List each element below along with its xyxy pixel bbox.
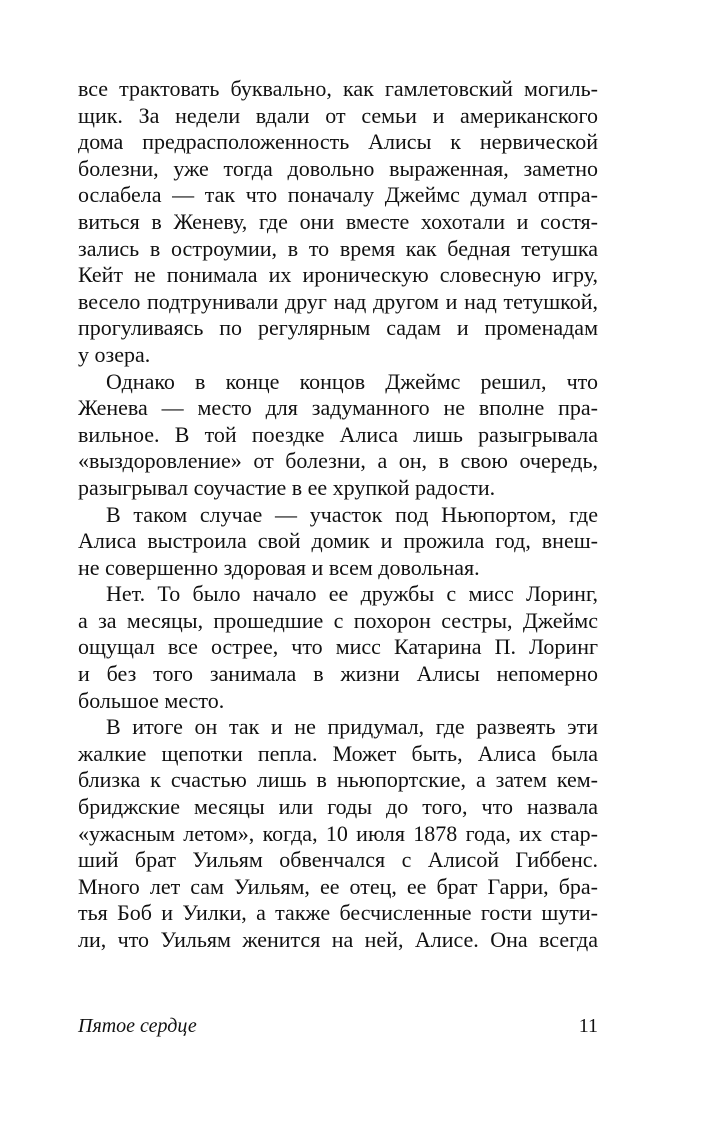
text-line: Алиса выстроила свой домик и прожила год, внеш-: [78, 528, 598, 554]
text-line: «выздоровление» от болезни, а он, в свою очередь,: [78, 448, 598, 474]
text-line: виться в Женеву, где они вместе хохотали и состя-: [78, 208, 598, 234]
text-line: а за месяцы, прошедшие с похорон сестры, Джеймс: [78, 607, 598, 633]
running-footer-title: Пятое сердце: [78, 1015, 197, 1037]
page-number: 11: [578, 1015, 598, 1037]
text-line: у озера.: [78, 341, 151, 367]
text-line: не совершенно здоровая и всем довольная.: [78, 554, 480, 580]
text-line: разыгрывал соучастие в ее хрупкой радости.: [78, 474, 496, 500]
text-line: Нет. То было начало ее дружбы с мисс Лоринг,: [106, 581, 598, 607]
text-line: Однако в конце концов Джеймс решил, что: [106, 368, 598, 394]
text-line: зались в остроумии, в то время как бедная тетушка: [78, 235, 598, 261]
text-line: Кейт не понимала их ироническую словесную игру,: [78, 262, 598, 288]
text-line: Женева — место для задуманного не вполне пра-: [78, 395, 598, 421]
text-line: «ужасным летом», когда, 10 июля 1878 года, их стар-: [78, 820, 598, 846]
text-line: ощущал все острее, что мисс Катарина П. Лоринг: [78, 634, 598, 660]
text-line: ослабела — так что поначалу Джеймс думал отпра-: [78, 182, 598, 208]
text-line: и без того занимала в жизни Алисы непомерно: [78, 661, 598, 687]
text-line: дома предрасположенность Алисы к нервической: [78, 129, 598, 155]
text-line: В таком случае — участок под Ньюпортом, где: [106, 501, 598, 527]
text-line: щик. За недели вдали от семьи и американского: [78, 102, 598, 128]
text-line: ли, что Уильям женится на ней, Алисе. Она всегда: [78, 927, 598, 952]
text-line: большое место.: [78, 687, 225, 713]
text-line: жалкие щепотки пепла. Может быть, Алиса была: [78, 740, 598, 766]
text-line: бриджские месяцы или годы до того, что назвала: [78, 794, 598, 820]
text-line: болезни, уже тогда довольно выраженная, заметно: [78, 155, 598, 181]
text-line: В итоге он так и не придумал, где развеять эти: [106, 714, 598, 740]
text-line: прогуливаясь по регулярным садам и променадам: [78, 315, 598, 341]
text-line: все трактовать буквально, как гамлетовский могиль-: [78, 76, 598, 101]
text-line: весело подтрунивали друг над другом и над тетушкой,: [78, 288, 598, 314]
text-line: вильное. В той поездке Алиса лишь разыгрывала: [78, 421, 598, 447]
text-line: близка к счастью лишь в ньюпортские, а затем кем-: [78, 767, 598, 793]
text-line: тья Боб и Уилки, а также бесчисленные гости шути-: [78, 900, 598, 926]
text-line: ший брат Уильям обвенчался с Алисой Гиббенс.: [78, 847, 598, 873]
page-body: [78, 76, 598, 954]
text-line: Много лет сам Уильям, ее отец, ее брат Гарри, бра-: [78, 873, 598, 899]
